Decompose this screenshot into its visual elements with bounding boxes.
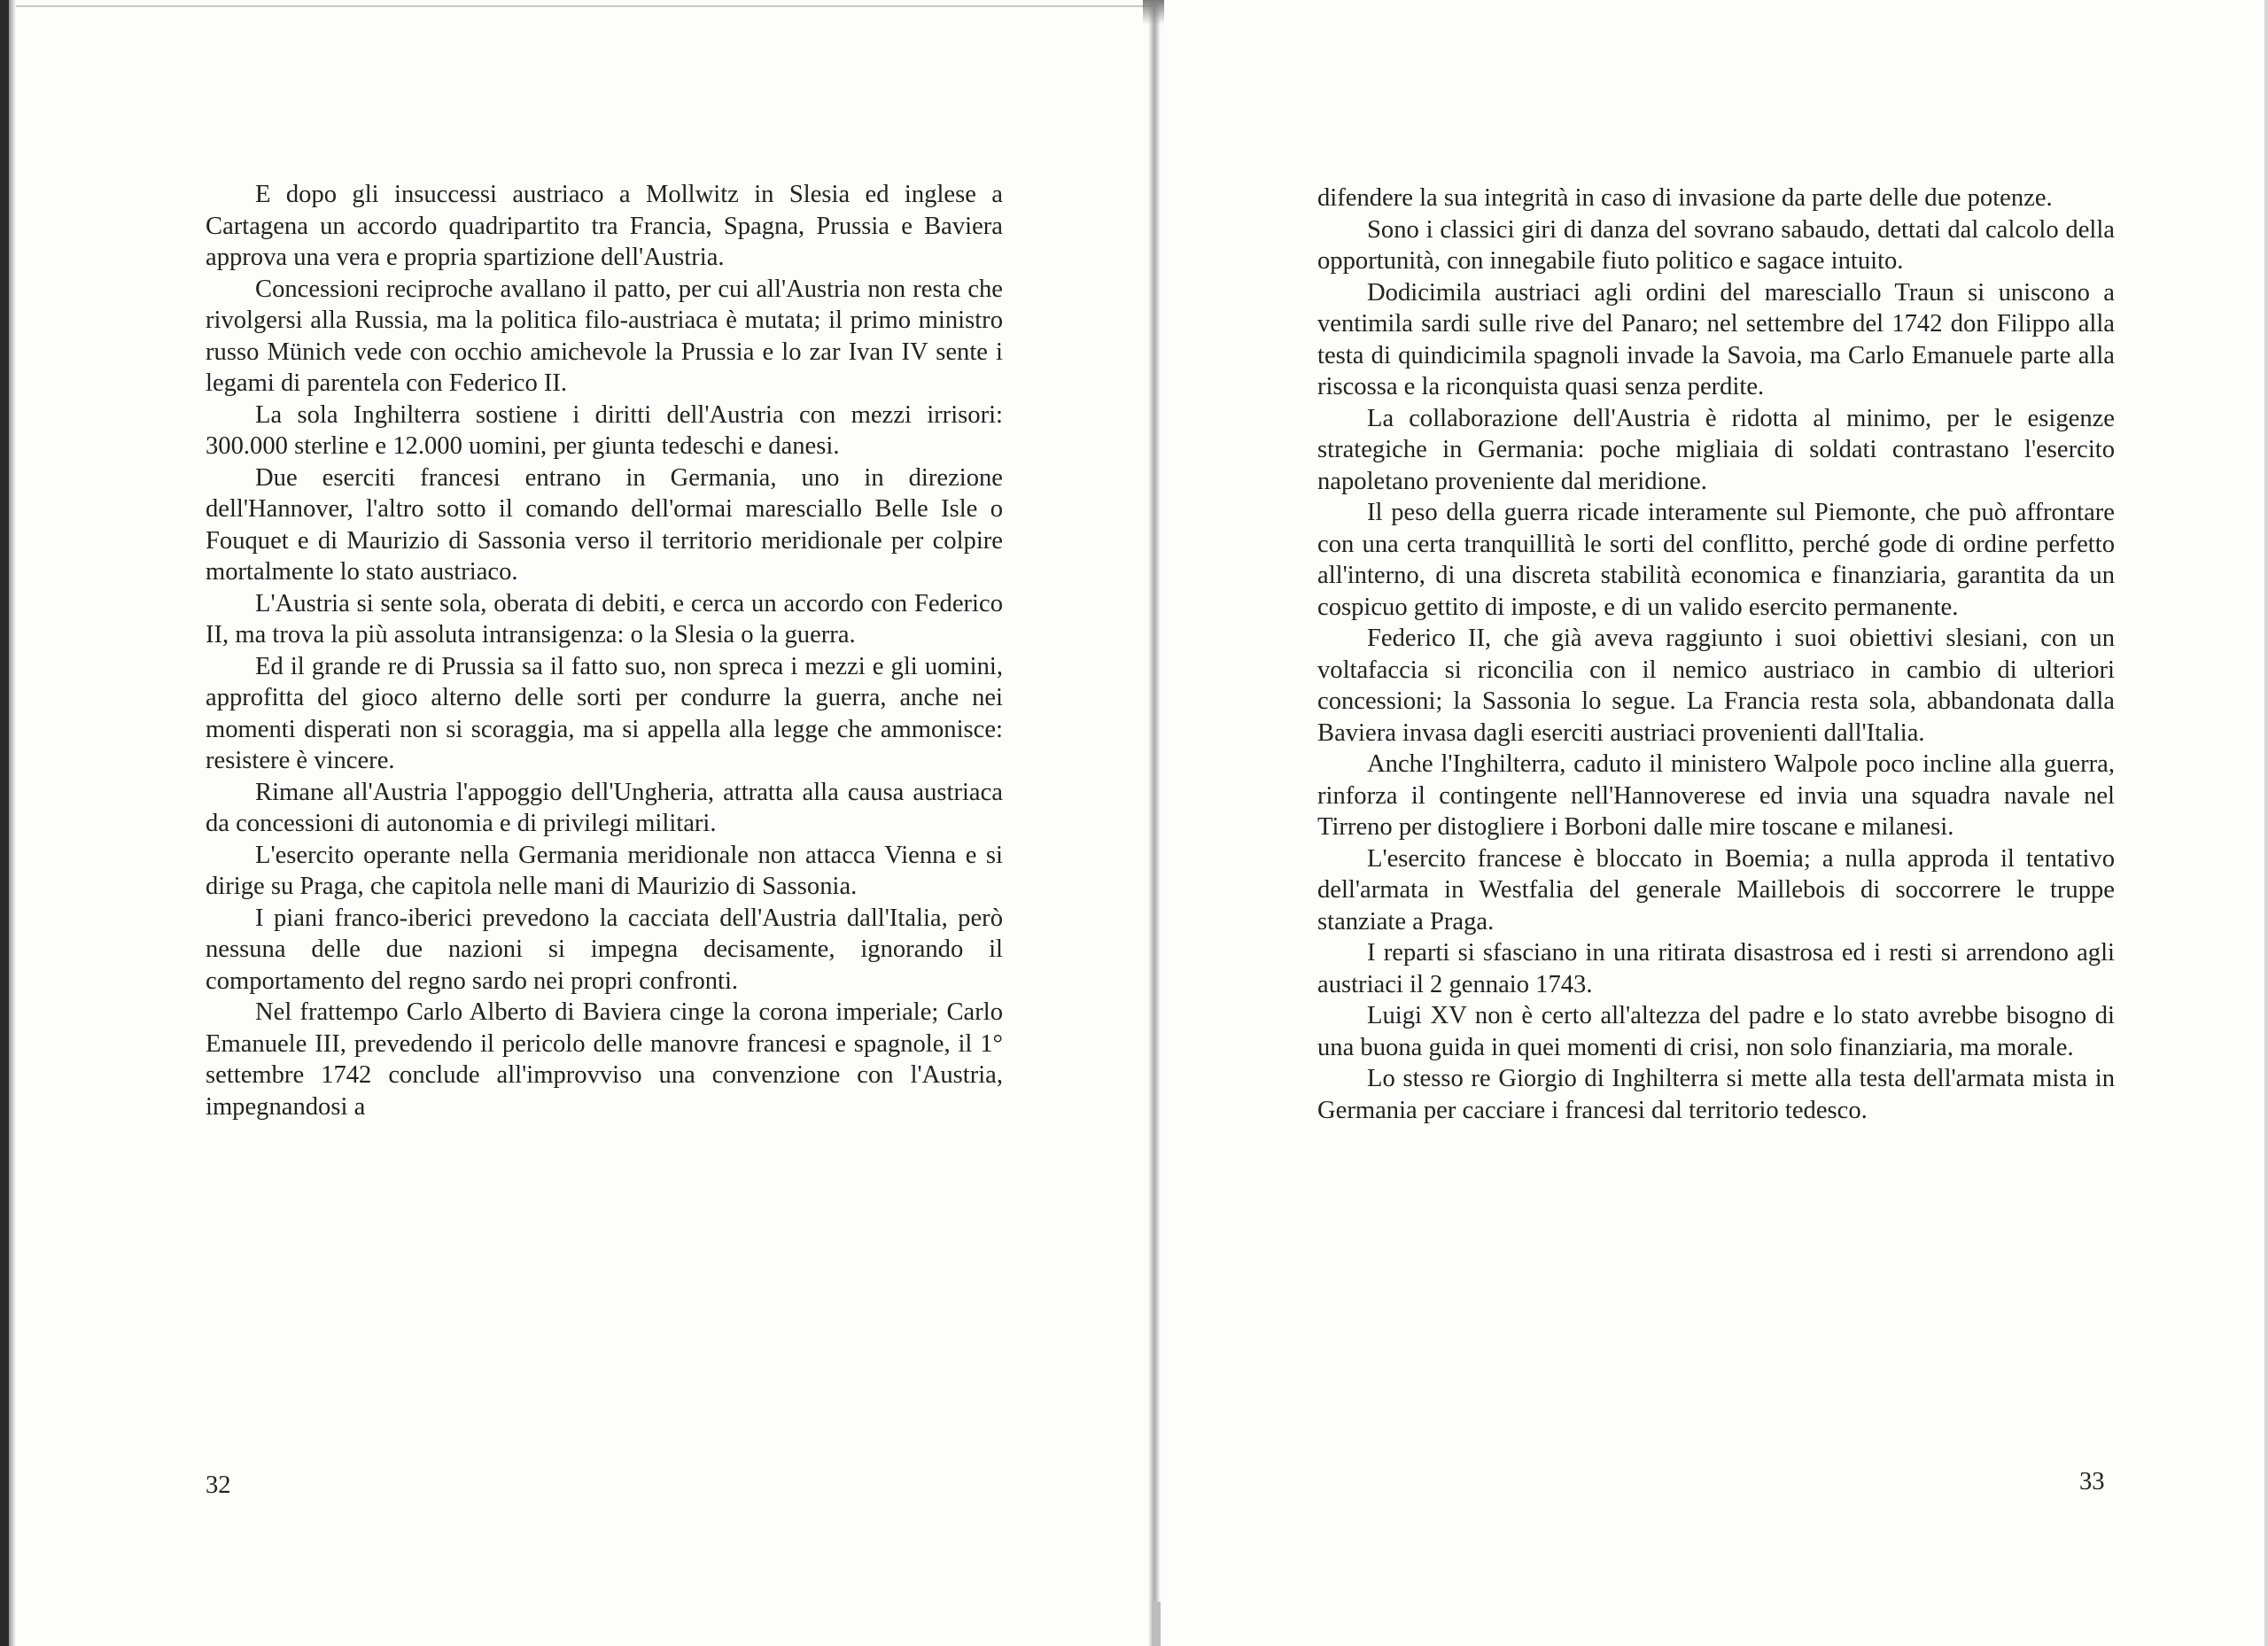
paragraph: L'esercito operante nella Germania meridionale non attacca Vienna e si dirige su Praga, che capitola nelle mani di Maurizio di Sassonia. xyxy=(206,841,1003,900)
paragraph: Rimane all'Austria l'appoggio dell'Ungheria, attratta alla causa austriaca da concessioni di autonomia e di privilegi militari. xyxy=(206,778,1003,837)
left-page-text xyxy=(206,179,1003,1122)
paragraph: E dopo gli insuccessi austriaco a Mollwitz in Slesia ed inglese a Cartagena un accordo quadripartito tra Francia, Spagna, Prussia e Baviera approva una vera e propria spartizione dell'Austria. xyxy=(206,181,1003,271)
paragraph: Due eserciti francesi entrano in Germania, uno in direzione dell'Hannover, l'altro sotto il comando dell'ormai maresciallo Belle Isle o Fouquet e di Maurizio di Sassonia verso il territorio meridionale per colpire mortalmente lo stato austriaco. xyxy=(206,463,1003,586)
paragraph: Dodicimila austriaci agli ordini del maresciallo Traun si uniscono a ventimila sardi sulle rive del Panaro; nel settembre del 1742 don Filippo alla testa di quindicimila spagnoli invade la Savoia, ma Carlo Emanuele parte alla riscossa e la riconquista quasi senza perdite. xyxy=(1317,278,2115,400)
continuation-paragraph: difendere la sua integrità in caso di invasione da parte delle due potenze. xyxy=(1317,184,2053,212)
gutter-bottom-shadow xyxy=(1152,1602,1161,1646)
top-edge-line xyxy=(16,5,1152,7)
paragraph: La sola Inghilterra sostiene i diritti dell'Austria con mezzi irrisori: 300.000 sterline e 12.000 uomini, per giunta tedeschi e danesi. xyxy=(206,400,1003,460)
paragraph: I reparti si sfasciano in una ritirata disastrosa ed i resti si arrendono agli austriaci il 2 gennaio 1743. xyxy=(1317,939,2115,998)
paragraph: Sono i classici giri di danza del sovrano sabaudo, dettati dal calcolo della opportunità, con innegabile fiuto politico e sagace intuito. xyxy=(1317,215,2115,275)
paragraph: Concessioni reciproche avallano il patto, per cui all'Austria non resta che rivolgersi alla Russia, ma la politica filo-austriaca è mutata; il primo ministro russo Münich vede con occhio amichevole la Prussia e lo zar Ivan IV sente i legami di parentela con Federico II. xyxy=(206,275,1003,397)
paragraph: Lo stesso re Giorgio di Inghilterra si mette alla testa dell'armata mista in Germania per cacciare i francesi dal territorio tedesco. xyxy=(1317,1065,2115,1124)
page-number-right: 33 xyxy=(2079,1468,2105,1495)
paragraph: Nel frattempo Carlo Alberto di Baviera cinge la corona imperiale; Carlo Emanuele III, prevedendo il pericolo delle manovre francesi e spagnole, il 1° settembre 1742 conclude all'improvviso una convenzione con l'Austria, impegnandosi a xyxy=(206,998,1003,1121)
right-page-text xyxy=(1317,182,2115,1126)
paragraph: L'esercito francese è bloccato in Boemia; a nulla approda il tentativo dell'armata in Westfalia del generale Maillebois di soccorrere le truppe stanziate a Praga. xyxy=(1317,844,2115,936)
page-number-left: 32 xyxy=(206,1471,231,1499)
paragraph: La collaborazione dell'Austria è ridotta al minimo, per le esigenze strategiche in Germania: poche migliaia di soldati contrastano l'esercito napoletano proveniente dal meridione. xyxy=(1317,404,2115,495)
paragraph: Il peso della guerra ricade interamente sul Piemonte, che può affrontare con una certa tranquillità le sorti del conflitto, perché gode di ordine perfetto all'interno, di una discreta stabilità economica e finanziaria, garantita da un cospicuo gettito di imposte, e di un valido esercito permanente. xyxy=(1317,499,2115,621)
left-page-edge-shadow xyxy=(0,0,9,1646)
paragraph: Ed il grande re di Prussia sa il fatto suo, non spreca i mezzi e gli uomini, approfitta del gioco alterno delle sorti per condurre la guerra, anche nei momenti disperati non si scoraggia, ma si appella alla legge che ammonisce: resistere è vincere. xyxy=(206,652,1003,774)
paragraph: Federico II, che già aveva raggiunto i suoi obiettivi slesiani, con un voltafaccia si riconcilia con il nemico austriaco in cambio di ulteriori concessioni; la Sassonia lo segue. La Francia resta sola, abbandonata dalla Baviera invasa dagli eserciti austriaci provenienti dall'Italia. xyxy=(1317,625,2115,747)
paragraph: I piani franco-iberici prevedono la cacciata dell'Austria dall'Italia, però nessuna delle due nazioni si impegna decisamente, ignorando il comportamento del regno sardo nei propri confronti. xyxy=(206,904,1003,995)
paragraph: Luigi XV non è certo all'altezza del padre e lo stato avrebbe bisogno di una buona guida in quei momenti di crisi, non solo finanziaria, ma morale. xyxy=(1317,1002,2115,1061)
right-page-edge xyxy=(2264,0,2268,1646)
paragraph: L'Austria si sente sola, oberata di debiti, e cerca un accordo con Federico II, ma trova la più assoluta intransigenza: o la Slesia o la guerra. xyxy=(206,589,1003,648)
left-page-edge-fade xyxy=(9,0,16,1646)
gutter-top-shadow xyxy=(1143,0,1164,25)
book-gutter xyxy=(1148,0,1161,1646)
paragraph: Anche l'Inghilterra, caduto il ministero Walpole poco incline alla guerra, rinforza il contingente nell'Hannoverese ed invia una squadra navale nel Tirreno per distogliere i Borboni dalle mire toscane e milanesi. xyxy=(1317,750,2115,841)
